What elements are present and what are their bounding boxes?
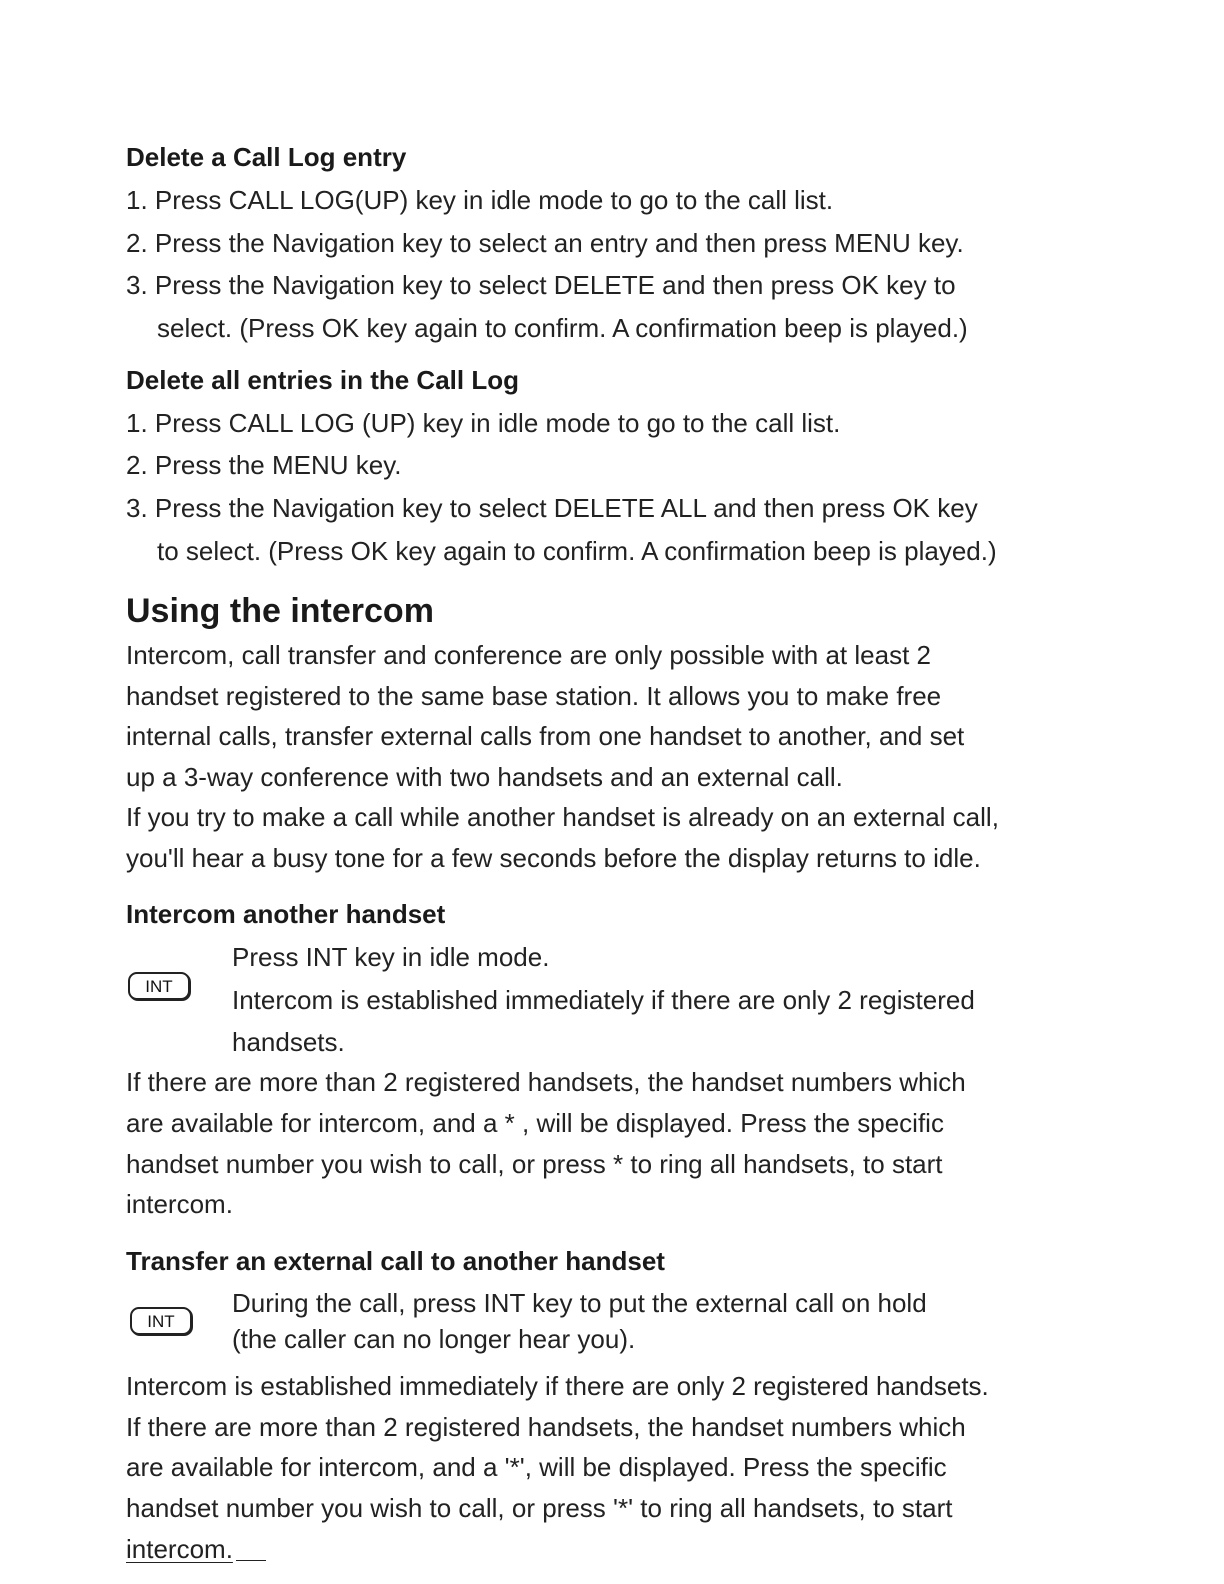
- intercom-title: Using the intercom: [126, 592, 434, 630]
- intercom-line-2: handset registered to the same base station. It allows you to make free: [126, 681, 942, 711]
- delete-all-step-2: 2. Press the MENU key.: [126, 450, 402, 480]
- intercom-handset-line-3: handset number you wish to call, or press * to ring all handsets, to start: [126, 1149, 943, 1179]
- intercom-handset-line-2: are available for intercom, and a * , will be displayed. Press the specific: [126, 1108, 944, 1138]
- intercom-handset-heading: Intercom another handset: [126, 899, 446, 929]
- intercom-line-5: If you try to make a call while another handset is already on an external call,: [126, 802, 999, 832]
- delete-entry-step-2: 2. Press the Navigation key to select an entry and then press MENU key.: [126, 228, 964, 258]
- delete-entry-step-3: 3. Press the Navigation key to select DELETE and then press OK key to: [126, 270, 956, 300]
- transfer-key-line-1: During the call, press INT key to put the external call on hold: [232, 1288, 927, 1318]
- transfer-line-5: intercom.: [126, 1534, 233, 1564]
- transfer-line-3: are available for intercom, and a '*', will be displayed. Press the specific: [126, 1452, 947, 1482]
- intercom-handset-line-4: intercom.: [126, 1189, 233, 1219]
- delete-all-heading: Delete all entries in the Call Log: [126, 365, 519, 395]
- intercom-handset-key-line-2: Intercom is established immediately if there are only 2 registered: [232, 985, 975, 1015]
- intercom-line-1: Intercom, call transfer and conference are only possible with at least 2: [126, 640, 931, 670]
- intercom-line-3: internal calls, transfer external calls from one handset to another, and set: [126, 721, 965, 751]
- underline-tail: [236, 1560, 266, 1561]
- int-key-icon: INT: [128, 972, 190, 1000]
- intercom-handset-key-line-3: handsets.: [232, 1027, 345, 1057]
- transfer-line-2: If there are more than 2 registered handsets, the handset numbers which: [126, 1412, 966, 1442]
- intercom-line-4: up a 3-way conference with two handsets and an external call.: [126, 762, 843, 792]
- transfer-key-line-2: (the caller can no longer hear you).: [232, 1324, 636, 1354]
- intercom-handset-line-1: If there are more than 2 registered handsets, the handset numbers which: [126, 1067, 966, 1097]
- int-key-icon: INT: [130, 1307, 192, 1335]
- intercom-line-6: you'll hear a busy tone for a few seconds before the display returns to idle.: [126, 843, 981, 873]
- delete-all-step-3-cont: to select. (Press OK key again to confirm. A confirmation beep is played.): [157, 536, 997, 566]
- delete-entry-step-1: 1. Press CALL LOG(UP) key in idle mode to go to the call list.: [126, 185, 834, 215]
- transfer-heading: Transfer an external call to another handset: [126, 1246, 665, 1276]
- delete-all-step-3: 3. Press the Navigation key to select DELETE ALL and then press OK key: [126, 493, 978, 523]
- delete-entry-heading: Delete a Call Log entry: [126, 142, 407, 172]
- transfer-line-1: Intercom is established immediately if there are only 2 registered handsets.: [126, 1371, 989, 1401]
- intercom-handset-key-line-1: Press INT key in idle mode.: [232, 942, 550, 972]
- delete-all-step-1: 1. Press CALL LOG (UP) key in idle mode to go to the call list.: [126, 408, 841, 438]
- transfer-line-4: handset number you wish to call, or press '*' to ring all handsets, to start: [126, 1493, 953, 1523]
- delete-entry-step-3-cont: select. (Press OK key again to confirm. A confirmation beep is played.): [157, 313, 968, 343]
